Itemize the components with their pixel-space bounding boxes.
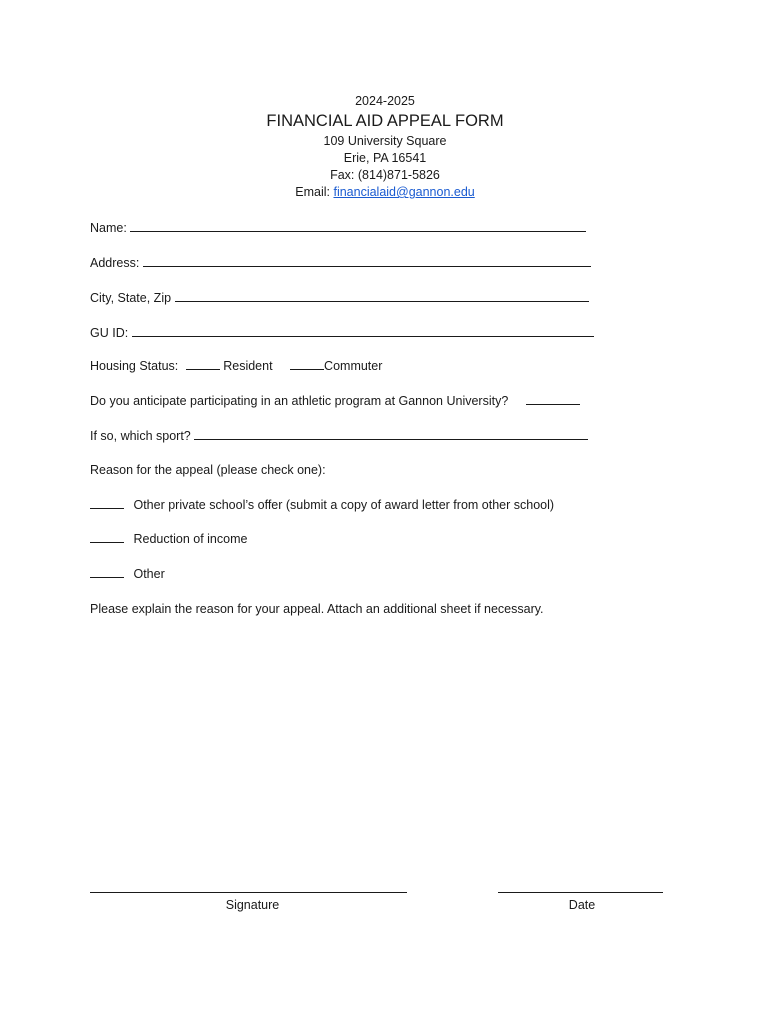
commuter-checkbox-blank[interactable] [290, 359, 324, 370]
athletic-question-field [90, 394, 580, 408]
name-label: Name: [90, 221, 127, 235]
signature-label: Signature [225, 898, 280, 912]
city-state-zip-blank[interactable] [175, 291, 589, 302]
academic-year: 2024-2025 [355, 94, 415, 108]
reason-checkbox-blank[interactable] [90, 498, 124, 509]
gu-id-label: GU ID: [90, 326, 129, 340]
form-title: FINANCIAL AID APPEAL FORM [266, 112, 504, 130]
resident-label: Resident [223, 359, 273, 373]
name-field[interactable] [90, 221, 586, 235]
athletic-answer-blank[interactable] [526, 394, 580, 405]
email-label: Email: [295, 185, 330, 199]
reason-option-label: Other private school’s offer (submit a copy of award letter from other school) [133, 498, 555, 512]
gu-id-blank[interactable] [132, 326, 594, 337]
sport-blank[interactable] [194, 429, 588, 440]
reason-option-label: Other [133, 567, 165, 581]
reason-option-other-school [90, 498, 554, 512]
name-blank[interactable] [130, 221, 586, 232]
date-label: Date [568, 898, 596, 912]
city-state-zip-label: City, State, Zip [90, 291, 172, 305]
resident-checkbox-blank[interactable] [186, 359, 220, 370]
email-line [0, 185, 770, 199]
address-label: Address: [90, 256, 140, 270]
housing-status-label: Housing Status: [90, 359, 179, 373]
sport-label: If so, which sport? [90, 429, 191, 443]
athletic-question-label: Do you anticipate participating in an athletic program at Gannon University? [90, 394, 509, 408]
date-line[interactable] [498, 892, 663, 893]
address-field[interactable] [90, 256, 591, 270]
city-state-zip-field[interactable] [90, 291, 589, 305]
email-link[interactable]: financialaid@gannon.edu [333, 185, 475, 199]
commuter-label: Commuter [324, 359, 383, 373]
explain-instructions: Please explain the reason for your appeal. Attach an additional sheet if necessary. [90, 602, 544, 616]
reason-option-reduction-of-income [90, 532, 247, 546]
fax-number: Fax: (814)871-5826 [330, 168, 440, 182]
reason-checkbox-blank[interactable] [90, 567, 124, 578]
reason-option-label: Reduction of income [133, 532, 248, 546]
gu-id-field[interactable] [90, 326, 594, 340]
address-line-1: 109 University Square [323, 134, 447, 148]
reason-heading: Reason for the appeal (please check one): [90, 463, 326, 477]
address-line-2: Erie, PA 16541 [343, 151, 427, 165]
reason-option-other [90, 567, 165, 581]
address-blank[interactable] [143, 256, 591, 267]
reason-checkbox-blank[interactable] [90, 532, 124, 543]
sport-field[interactable] [90, 429, 588, 443]
signature-line[interactable] [90, 892, 407, 893]
housing-status-field [90, 359, 382, 373]
